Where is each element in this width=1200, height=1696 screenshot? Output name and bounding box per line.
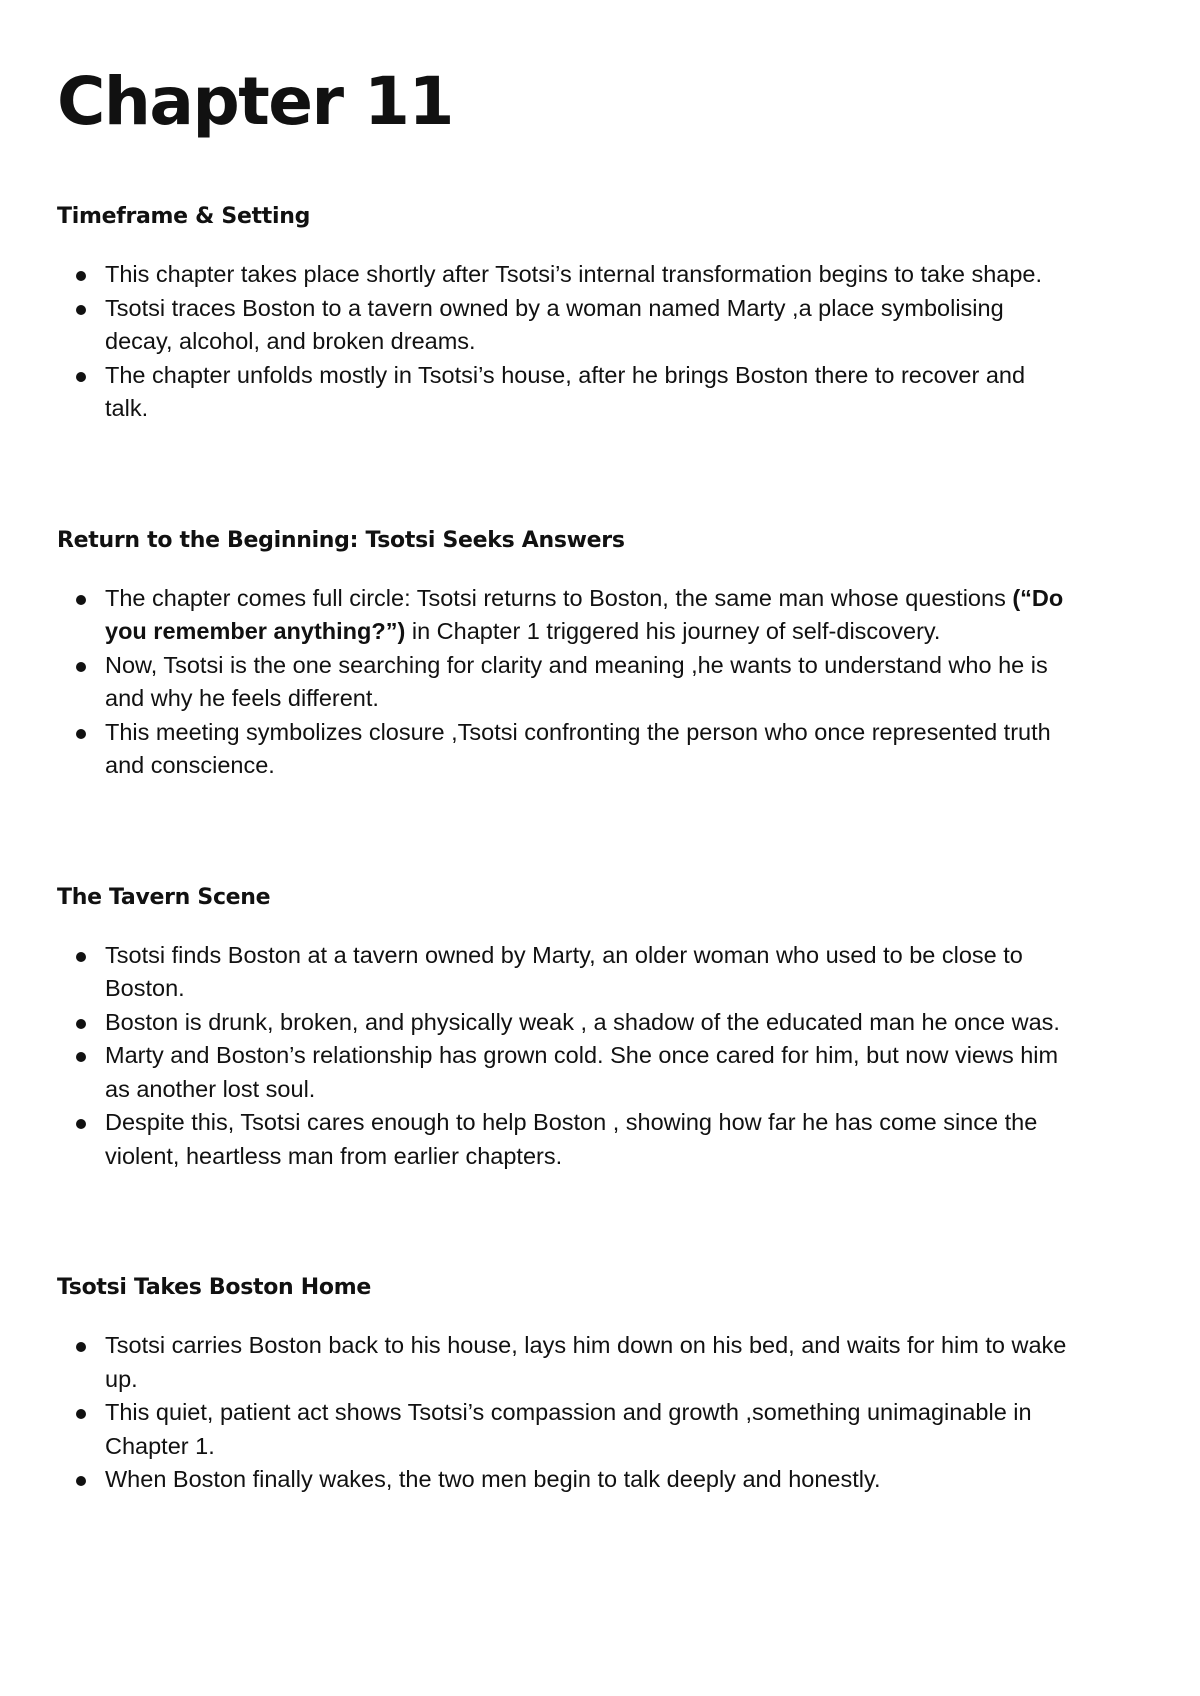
list-item <box>57 939 1070 1006</box>
bullet-icon <box>76 1342 86 1352</box>
list-item-text: This quiet, patient act shows Tsotsi’s compassion and growth ,something unimaginable in Chapter 1. <box>105 1399 1032 1459</box>
list-item <box>57 1039 1070 1106</box>
section-tavern-scene <box>57 883 1070 1174</box>
list-item <box>57 1396 1070 1463</box>
chapter-title: Chapter 11 <box>57 63 453 140</box>
list-item-text: Tsotsi finds Boston at a tavern owned by Marty, an older woman who used to be close to Boston. <box>105 941 1023 1001</box>
list-item <box>57 359 1070 426</box>
bullet-icon <box>76 952 86 962</box>
list-item-text: Boston is drunk, broken, and physically weak , a shadow of the educated man he once was. <box>105 1008 1060 1035</box>
list-item-text: The chapter comes full circle: Tsotsi returns to Boston, the same man whose questions <box>105 584 1013 611</box>
bullet-icon <box>76 1052 86 1062</box>
list-item-text: Marty and Boston’s relationship has grown cold. She once cared for him, but now views him as another lost soul. <box>105 1042 1059 1102</box>
section-heading: Tsotsi Takes Boston Home <box>57 1275 371 1300</box>
bullet-list <box>57 258 1070 426</box>
section-return-to-beginning <box>57 526 1070 783</box>
list-item-text: The chapter unfolds mostly in Tsotsi’s house, after he brings Boston there to recover and talk. <box>105 361 1026 421</box>
bullet-list <box>57 582 1070 783</box>
list-item-text: Tsotsi carries Boston back to his house, lays him down on his bed, and waits for him to wake up. <box>105 1332 1067 1392</box>
section-takes-boston-home <box>57 1273 1070 1497</box>
section-heading: Return to the Beginning: Tsotsi Seeks Answers <box>57 527 625 553</box>
section-timeframe-setting <box>57 202 1070 426</box>
bullet-icon <box>76 271 86 281</box>
list-item-text: Tsotsi traces Boston to a tavern owned by a woman named Marty ,a place symbolising decay, alcohol, and broken dreams. <box>105 294 1004 354</box>
list-item-text: This chapter takes place shortly after Tsotsi’s internal transformation begins to take shape. <box>105 261 1043 287</box>
list-item <box>57 258 1070 292</box>
bullet-icon <box>76 1019 86 1029</box>
list-item <box>57 1106 1070 1173</box>
list-item <box>57 649 1070 716</box>
bullet-icon <box>76 1476 86 1486</box>
bullet-icon <box>76 1119 86 1129</box>
section-heading: Timeframe & Setting <box>57 204 311 229</box>
bullet-list <box>57 939 1070 1174</box>
bullet-icon <box>76 595 86 605</box>
list-item-text: Despite this, Tsotsi cares enough to help Boston , showing how far he has come since the violent, heartless man from earlier chapters. <box>105 1109 1038 1169</box>
list-item <box>57 1006 1070 1040</box>
bullet-icon <box>76 1409 86 1419</box>
bullet-icon <box>76 662 86 672</box>
bullet-list <box>57 1329 1070 1497</box>
bullet-icon <box>76 305 86 315</box>
list-item <box>57 1329 1070 1396</box>
list-item <box>57 1463 1070 1497</box>
list-item-text: When Boston finally wakes, the two men begin to talk deeply and honestly. <box>105 1466 881 1492</box>
list-item-text: This meeting symbolizes closure ,Tsotsi confronting the person who once represented truth and conscience. <box>105 718 1051 778</box>
list-item-text: Now, Tsotsi is the one searching for clarity and meaning ,he wants to understand who he is and why he feels different. <box>105 651 1048 711</box>
list-item <box>57 582 1070 649</box>
list-item <box>57 716 1070 783</box>
list-item <box>57 292 1070 359</box>
quoted-question: (“Do you remember anything?”) <box>105 584 1064 644</box>
section-heading: The Tavern Scene <box>57 884 271 910</box>
list-item-text: in Chapter 1 triggered his journey of self-discovery. <box>405 618 941 644</box>
bullet-icon <box>76 372 86 382</box>
bullet-icon <box>76 729 86 739</box>
